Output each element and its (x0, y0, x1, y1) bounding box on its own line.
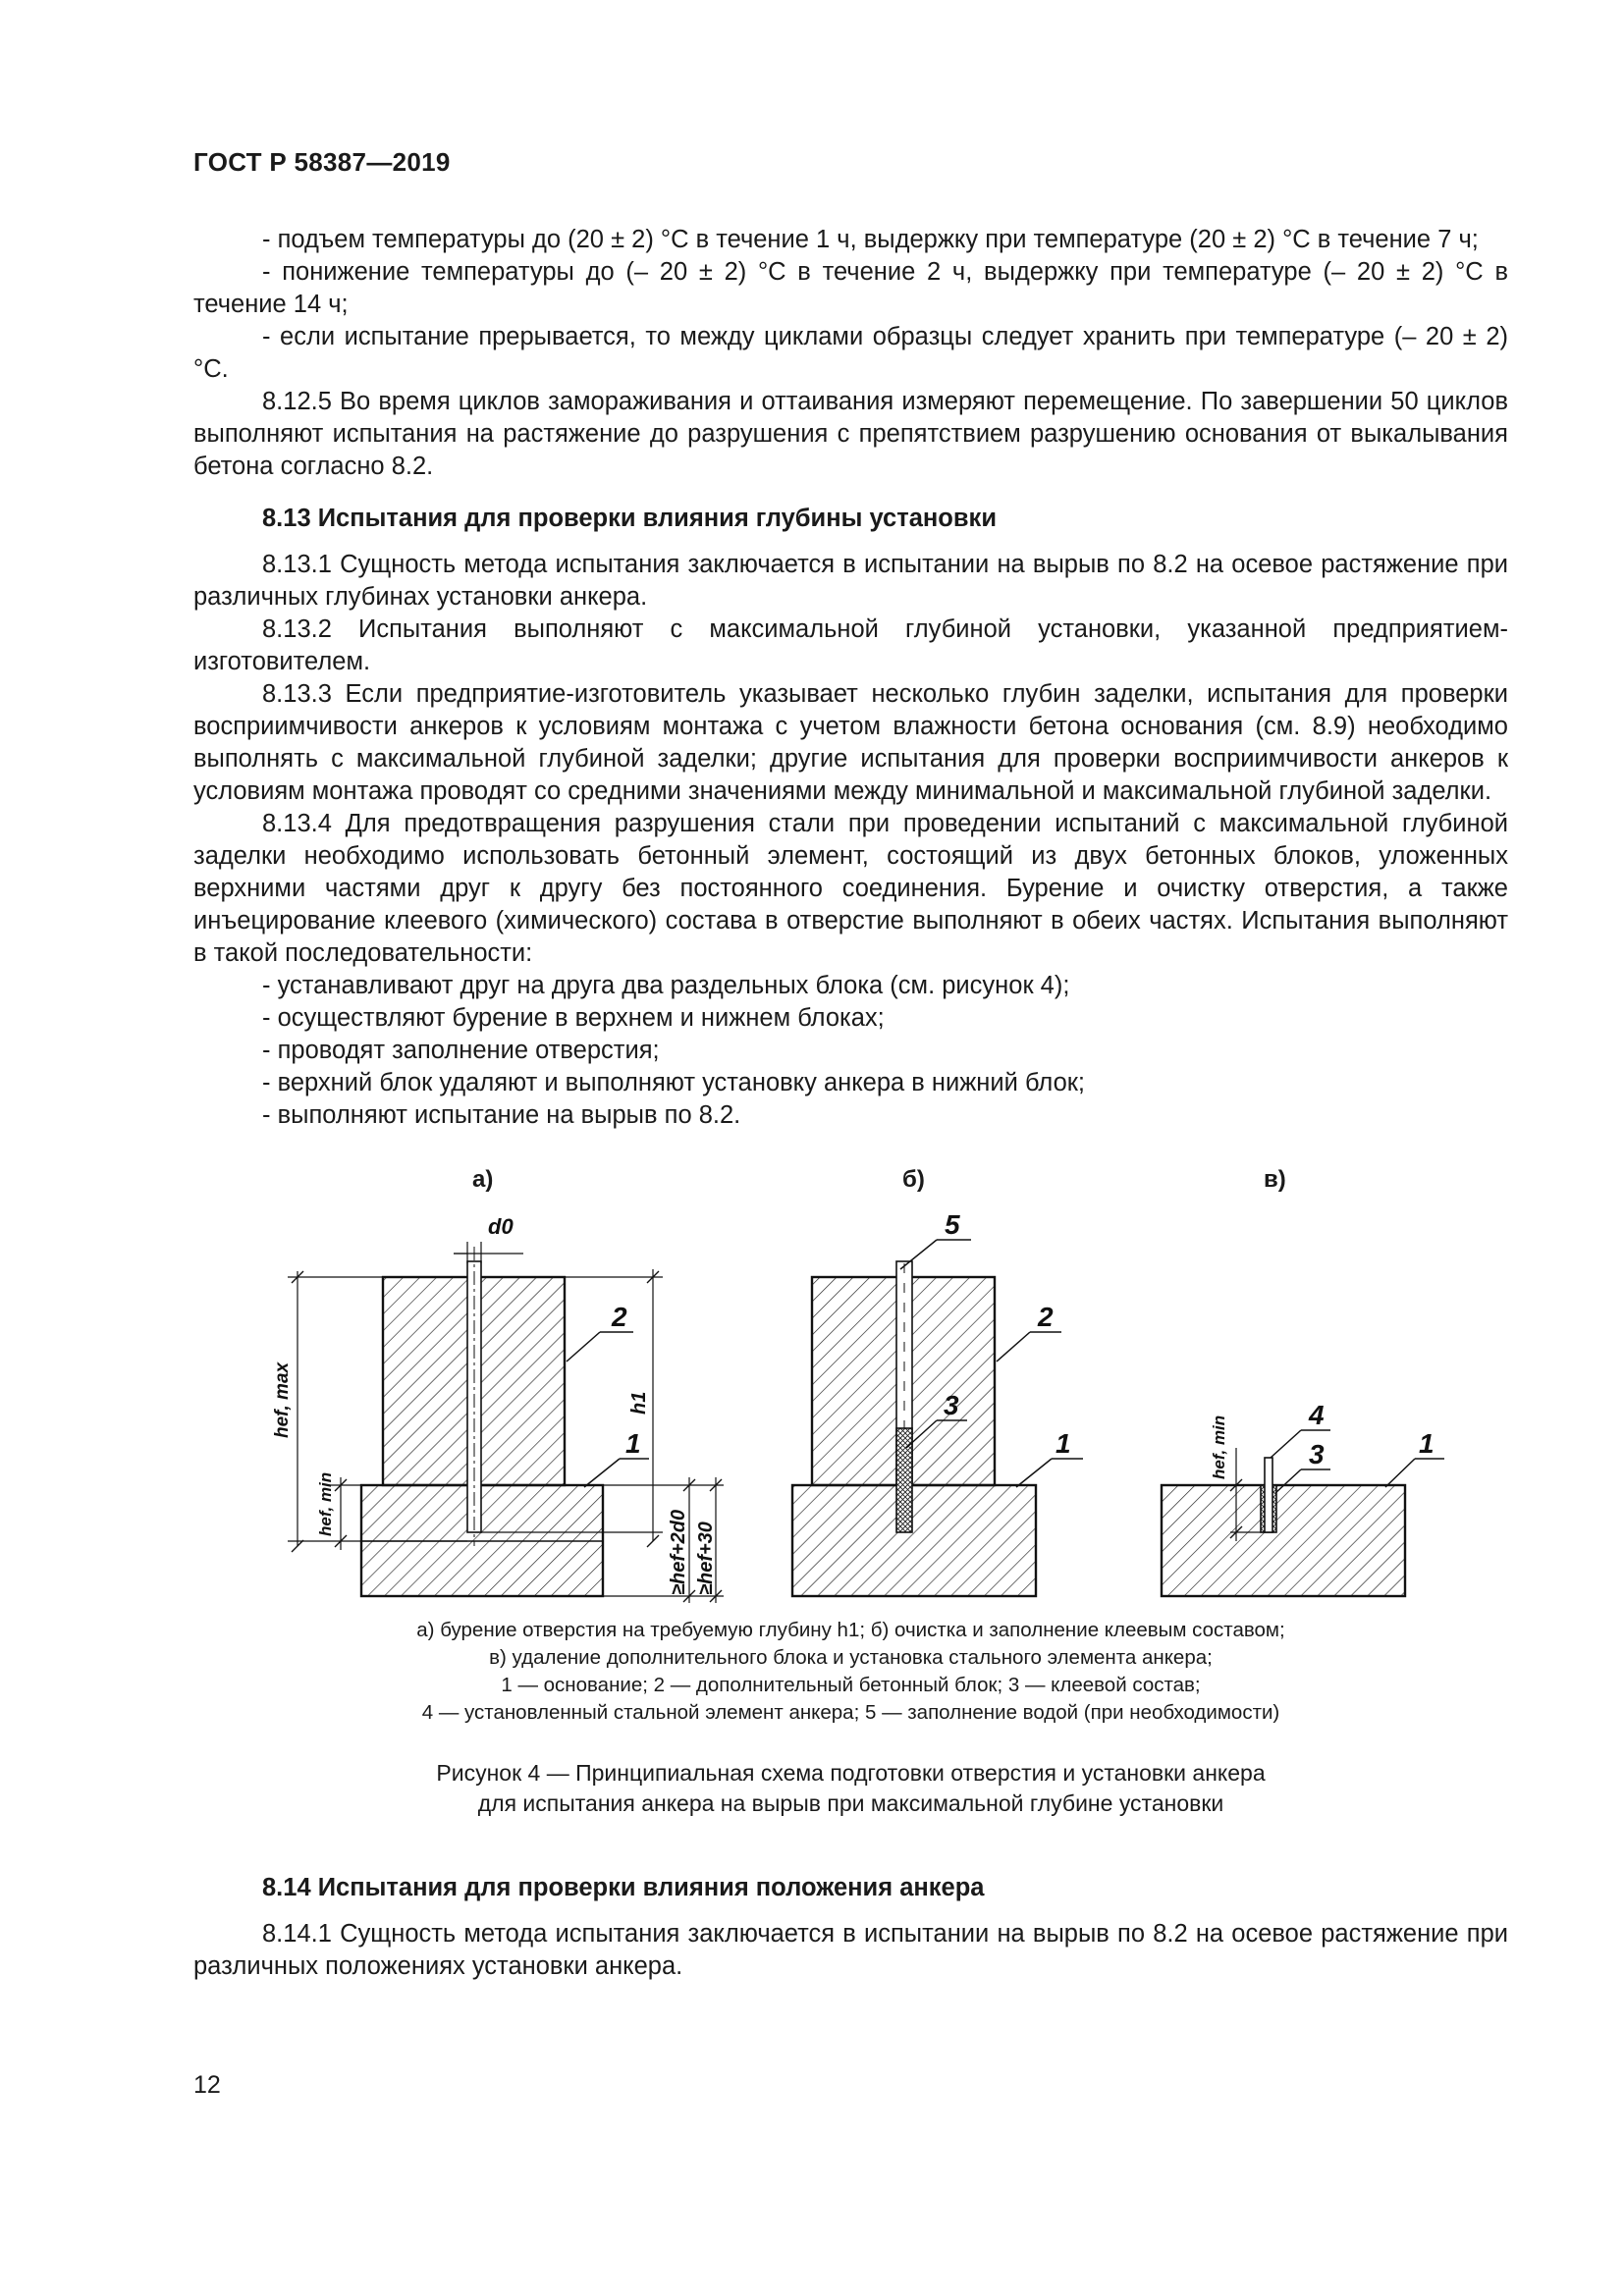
label-3b: 3 (944, 1390, 959, 1420)
panel-label-b: б) (902, 1166, 925, 1193)
label-ge-hef-30: ≥hef+30 (695, 1522, 717, 1595)
paragraph: 8.13.1 Сущность метода испытания заключается в испытании на вырыв по 8.2 на осевое растяжение при различных глубинах установки анкера. (193, 551, 1508, 611)
legend-line: в) удаление дополнительного блока и установка стального элемента анкера; (489, 1646, 1213, 1669)
paragraph: - понижение температуры до (– 20 ± 2) °С в течение 2 ч, выдержку при температуре (– 20 ± 2) °С в течение 14 ч; (193, 258, 1508, 318)
label-hef-max: hef, max (272, 1362, 293, 1438)
paragraph: 8.14.1 Сущность метода испытания заключается в испытании на вырыв по 8.2 на осевое растяжение при различных положениях установки анкера. (193, 1920, 1508, 1980)
label-1c: 1 (1419, 1428, 1435, 1459)
figure-caption (193, 1758, 1508, 1819)
section-heading-8-14: 8.14 Испытания для проверки влияния положения анкера (262, 1874, 985, 1901)
label-4c: 4 (1309, 1400, 1325, 1430)
list-item: - устанавливают друг на друга два раздельных блока (см. рисунок 4); (262, 972, 1070, 999)
label-hef-min-c: hef, min (1210, 1415, 1228, 1479)
list-item: - осуществляют бурение в верхнем и нижнем блоках; (262, 1004, 885, 1032)
document-header: ГОСТ Р 58387—2019 (193, 147, 451, 177)
panel-b-drawing (792, 1240, 1083, 1596)
label-1b: 1 (1056, 1428, 1071, 1459)
figure-4 (193, 1153, 1508, 1860)
paragraph: 8.12.5 Во время циклов замораживания и оттаивания измеряют перемещение. По завершении 50 циклов выполняют испытания на растяжение до разрушения с препятствием разрушению основания от выкалывания бетона согласно 8.2. (193, 388, 1508, 480)
caption-line: Рисунок 4 — Принципиальная схема подготовки отверстия и установки анкера (436, 1760, 1266, 1786)
label-5b: 5 (945, 1209, 960, 1240)
list-item: - проводят заполнение отверстия; (262, 1037, 660, 1064)
panel-c-drawing (1162, 1430, 1444, 1596)
panel-label-a: а) (472, 1166, 494, 1193)
anchor-installation-diagram (193, 1153, 1508, 1605)
panel-label-c: в) (1264, 1166, 1286, 1193)
label-3c: 3 (1309, 1439, 1325, 1469)
legend-line: а) бурение отверстия на требуемую глубину h1; б) очистка и заполнение клеевым составом; (416, 1619, 1285, 1641)
label-d0: d0 (488, 1214, 514, 1239)
page-number: 12 (193, 2071, 221, 2099)
panel-a-drawing (288, 1242, 724, 1603)
section-heading-8-13: 8.13 Испытания для проверки влияния глубины установки (262, 505, 997, 532)
list-item: - верхний блок удаляют и выполняют установку анкера в нижний блок; (262, 1069, 1086, 1096)
paragraph: 8.13.3 Если предприятие-изготовитель указывает несколько глубин заделки, испытания для проверки восприимчивости анкеров к условиям монтажа с учетом влажности бетона основания (см. 8.9) необходимо выполнять с максимальной глубиной заделки; другие испытания для проверки восприимчивости анкеров к условиям монтажа проводят со средними значениями между минимальной и максимальной глубиной заделки. (193, 680, 1508, 805)
paragraph: 8.13.2 Испытания выполняют с максимальной глубиной установки, указанной предприятием-изготовителем. (193, 615, 1508, 675)
label-1a: 1 (625, 1428, 641, 1459)
paragraph: - подъем температуры до (20 ± 2) °С в течение 1 ч, выдержку при температуре (20 ± 2) °С в течение 7 ч; (262, 226, 1479, 253)
label-hef-min: hef, min (316, 1471, 335, 1536)
paragraph: - если испытание прерывается, то между циклами образцы следует хранить при температуре (– 20 ± 2) °С. (193, 323, 1508, 383)
legend-line: 4 — установленный стальной элемент анкера; 5 — заполнение водой (при необходимости) (421, 1701, 1280, 1724)
document-body (193, 224, 1508, 1983)
legend-line: 1 — основание; 2 — дополнительный бетонный блок; 3 — клеевой состав; (501, 1674, 1201, 1696)
paragraph: 8.13.4 Для предотвращения разрушения стали при проведении испытаний с максимальной глубиной заделки необходимо использовать бетонный элемент, состоящий из двух бетонных блоков, уложенных верхними частями друг к другу без постоянного соединения. Бурение и очистку отверстия, а также инъецирование клеевого (химического) состава в отверстие выполняют в обеих частях. Испытания выполняют в такой последовательности: (193, 810, 1508, 967)
list-item: - выполняют испытание на вырыв по 8.2. (262, 1101, 741, 1129)
caption-line: для испытания анкера на вырыв при максимальной глубине установки (477, 1790, 1224, 1816)
label-2b: 2 (1038, 1302, 1054, 1332)
label-2a: 2 (612, 1302, 627, 1332)
figure-legend (193, 1617, 1508, 1727)
label-ge-hef-2d0: ≥hef+2d0 (668, 1509, 689, 1595)
label-h1: h1 (628, 1391, 650, 1415)
